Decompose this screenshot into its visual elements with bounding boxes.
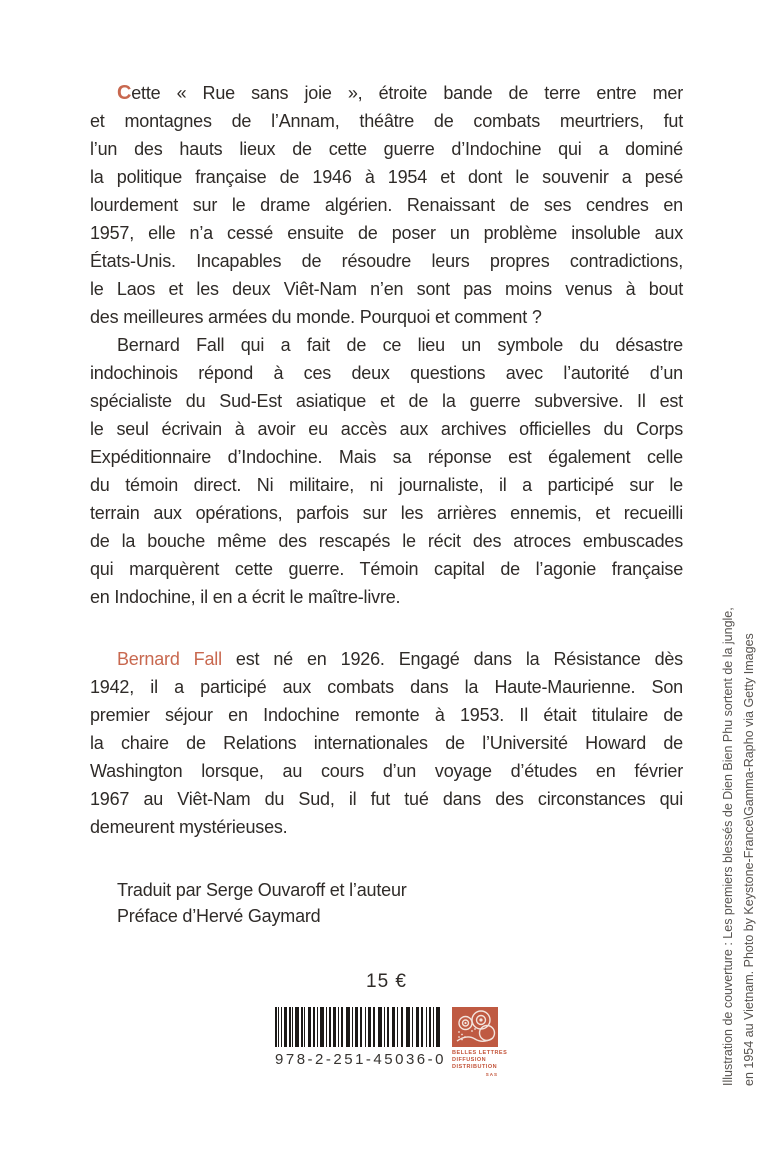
text-line: [90, 701, 683, 729]
accent-text: C: [117, 82, 132, 104]
text-line: [90, 757, 683, 785]
text-line: [90, 107, 683, 135]
body-text: premier séjour en Indochine remonte à 1953. Il était titulaire de: [90, 705, 683, 725]
body-text: ette « Rue sans joie », étroite bande de terre entre mer: [131, 83, 683, 103]
photo-credit-line-2: en 1954 au Vietnam. Photo by Keystone-France\Gamma-Rapho via Getty Images: [742, 633, 756, 1086]
preface-credit: Préface d’Hervé Gaymard: [117, 906, 321, 926]
text-line: [90, 191, 683, 219]
synopsis-paragraph-1: [90, 79, 683, 331]
body-text: le Laos et les deux Viêt-Nam n’en sont pas moins venus à bout: [90, 279, 683, 299]
text-line: [90, 443, 683, 471]
body-text: lourdement sur le drame algérien. Renaissant de ses cendres en: [90, 195, 683, 215]
text-line: [90, 303, 683, 331]
text-line: [90, 415, 683, 443]
body-text: États-Unis. Incapables de résoudre leurs propres contradictions,: [90, 251, 683, 271]
text-line: [90, 813, 683, 841]
text-line: [90, 583, 683, 611]
edition-credits: [90, 877, 683, 929]
publisher-logo-line: DIFFUSION: [451, 1057, 487, 1063]
publisher-owl-icon: [452, 1007, 498, 1047]
body-text: demeurent mystérieuses.: [90, 817, 288, 837]
body-text: la politique française de 1946 à 1954 et dont le souvenir a pesé: [90, 167, 683, 187]
body-text: de la bouche même des rescapés le récit des atroces embuscades: [90, 531, 683, 551]
barcode-bars-icon: [275, 1007, 440, 1047]
text-line: [90, 163, 683, 191]
body-text: terrain aux opérations, parfois sur les arrières ennemis, et recueilli: [90, 503, 683, 523]
body-text: qui marquèrent cette guerre. Témoin capital de l’agonie française: [90, 559, 683, 579]
text-line: [90, 331, 683, 359]
body-text: indochinois répond à ces deux questions avec l’autorité d’un: [90, 363, 683, 383]
body-text: du témoin direct. Ni militaire, ni journaliste, il a participé sur le: [90, 475, 683, 495]
price-label: 15 €: [366, 971, 407, 992]
back-cover-text-column: [90, 79, 683, 1078]
text-line: [90, 527, 683, 555]
photo-credit-line-1: Illustration de couverture : Les premiers blessés de Dien Bien Phu sortent de la jungle,: [721, 607, 735, 1086]
publisher-logo-line: BELLES LETTRES: [451, 1050, 508, 1056]
text-line: [90, 555, 683, 583]
text-line: [90, 387, 683, 415]
text-line: [90, 275, 683, 303]
body-text: des meilleures armées du monde. Pourquoi et comment ?: [90, 307, 542, 327]
publisher-logo: [451, 1007, 508, 1078]
body-text: spécialiste du Sud-Est asiatique et de la guerre subversive. Il est: [90, 391, 683, 411]
body-text: est né en 1926. Engagé dans la Résistance dès: [221, 649, 683, 669]
body-text: 1942, il a participé aux combats dans la Haute-Maurienne. Son: [90, 677, 683, 697]
text-line: [90, 359, 683, 387]
body-text: le seul écrivain à avoir eu accès aux archives officielles du Corps: [90, 419, 683, 439]
body-text: Washington lorsque, au cours d’un voyage d’études en février: [90, 761, 683, 781]
text-line: [90, 471, 683, 499]
isbn-number: 978-2-251-45036-0: [275, 1051, 446, 1068]
body-text: Expéditionnaire d’Indochine. Mais sa réponse est également celle: [90, 447, 683, 467]
body-text: la chaire de Relations internationales de l’Université Howard de: [90, 733, 683, 753]
text-line: [90, 499, 683, 527]
accent-text: Bernard Fall: [117, 649, 222, 669]
body-text: l’un des hauts lieux de cette guerre d’Indochine qui a dominé: [90, 139, 683, 159]
text-line: [90, 645, 683, 673]
publisher-logo-line: SAS: [485, 1072, 498, 1077]
translation-credit: Traduit par Serge Ouvaroff et l’auteur: [117, 880, 407, 900]
synopsis-paragraph-2: [90, 331, 683, 611]
text-line: [90, 135, 683, 163]
cover-photo-credit: [718, 560, 762, 1086]
text-line: [90, 729, 683, 757]
barcode: [275, 1007, 446, 1068]
text-line: [90, 219, 683, 247]
publisher-logo-line: DISTRIBUTION: [451, 1064, 498, 1070]
body-text: 1967 au Viêt-Nam du Sud, il fut tué dans des circonstances qui: [90, 789, 683, 809]
text-line: [90, 79, 683, 107]
body-text: 1957, elle n’a cessé ensuite de poser un problème insoluble aux: [90, 223, 683, 243]
body-text: et montagnes de l’Annam, théâtre de combats meurtriers, fut: [90, 111, 683, 131]
text-line: [90, 247, 683, 275]
text-line: [90, 785, 683, 813]
barcode-zone: [90, 1007, 683, 1078]
body-text: Bernard Fall qui a fait de ce lieu un symbole du désastre: [117, 335, 683, 355]
body-text: en Indochine, il en a écrit le maître-livre.: [90, 587, 401, 607]
author-bio-paragraph: [90, 645, 683, 841]
publisher-logo-text: [451, 1050, 508, 1078]
text-line: [90, 673, 683, 701]
